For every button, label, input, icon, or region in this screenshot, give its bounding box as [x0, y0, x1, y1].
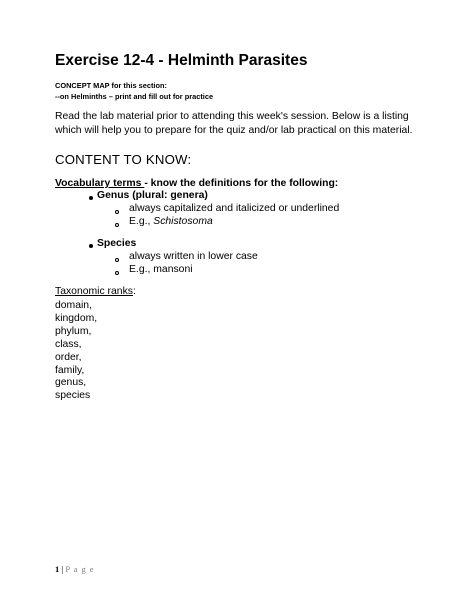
intro-paragraph: [55, 110, 425, 138]
vocabulary-heading: [55, 178, 338, 189]
footer-separator: |: [59, 564, 66, 574]
vocabulary-instruction: - know the definitions for the following:: [144, 178, 339, 189]
concept-map-line-1: CONCEPT MAP for this section:: [55, 81, 167, 90]
rank-item: order,: [55, 351, 82, 363]
intro-line-2: which will help you to prepare for the quiz and/or lab practical on this material.: [55, 125, 413, 136]
genus-example: [129, 216, 213, 227]
rank-item: family,: [55, 364, 85, 376]
bullet-dot-icon: [89, 244, 93, 248]
genus-example-name: Schistosoma: [153, 216, 213, 227]
bullet-genus-label: Genus (plural: genera): [97, 190, 208, 201]
content-to-know-heading: CONTENT TO KNOW:: [55, 152, 192, 167]
species-example-name: mansoni: [153, 264, 193, 275]
species-example: [129, 264, 193, 275]
page-title: Exercise 12-4 - Helminth Parasites: [55, 52, 308, 69]
rank-item: phylum,: [55, 325, 92, 337]
bullet-dot-icon: [89, 196, 93, 200]
sub-bullet-circle-icon: [115, 210, 119, 214]
page-footer: [55, 564, 94, 574]
rank-item: kingdom,: [55, 312, 98, 324]
taxonomic-ranks-heading: [55, 286, 136, 297]
intro-line-1: Read the lab material prior to attending this week's session. Below is a listing: [55, 111, 409, 122]
taxonomic-ranks-label: Taxonomic ranks: [55, 286, 133, 297]
sub-bullet-circle-icon: [115, 258, 119, 262]
genus-example-prefix: E.g.,: [129, 216, 154, 227]
concept-map-line-2: --on Helminths – print and fill out for practice: [55, 92, 214, 101]
sub-bullet-circle-icon: [115, 223, 119, 227]
taxonomic-ranks-list: [55, 300, 97, 403]
page-number: 1: [55, 564, 60, 574]
concept-map-note: [55, 80, 213, 102]
vocabulary-terms-label: Vocabulary terms: [55, 178, 145, 189]
page-word: P a g e: [65, 564, 95, 574]
rank-item: species: [55, 390, 91, 402]
rank-item: class,: [55, 338, 82, 350]
sub-bullet-circle-icon: [115, 271, 119, 275]
taxonomic-ranks-colon: :: [132, 286, 136, 297]
species-rule-text: always written in lower case: [129, 251, 258, 262]
species-example-prefix: E.g.,: [129, 264, 154, 275]
rank-item: genus,: [55, 377, 87, 389]
rank-item: domain,: [55, 300, 92, 311]
genus-rule-text: always capitalized and italicized or underlined: [129, 203, 340, 214]
bullet-species-label: Species: [97, 238, 137, 249]
